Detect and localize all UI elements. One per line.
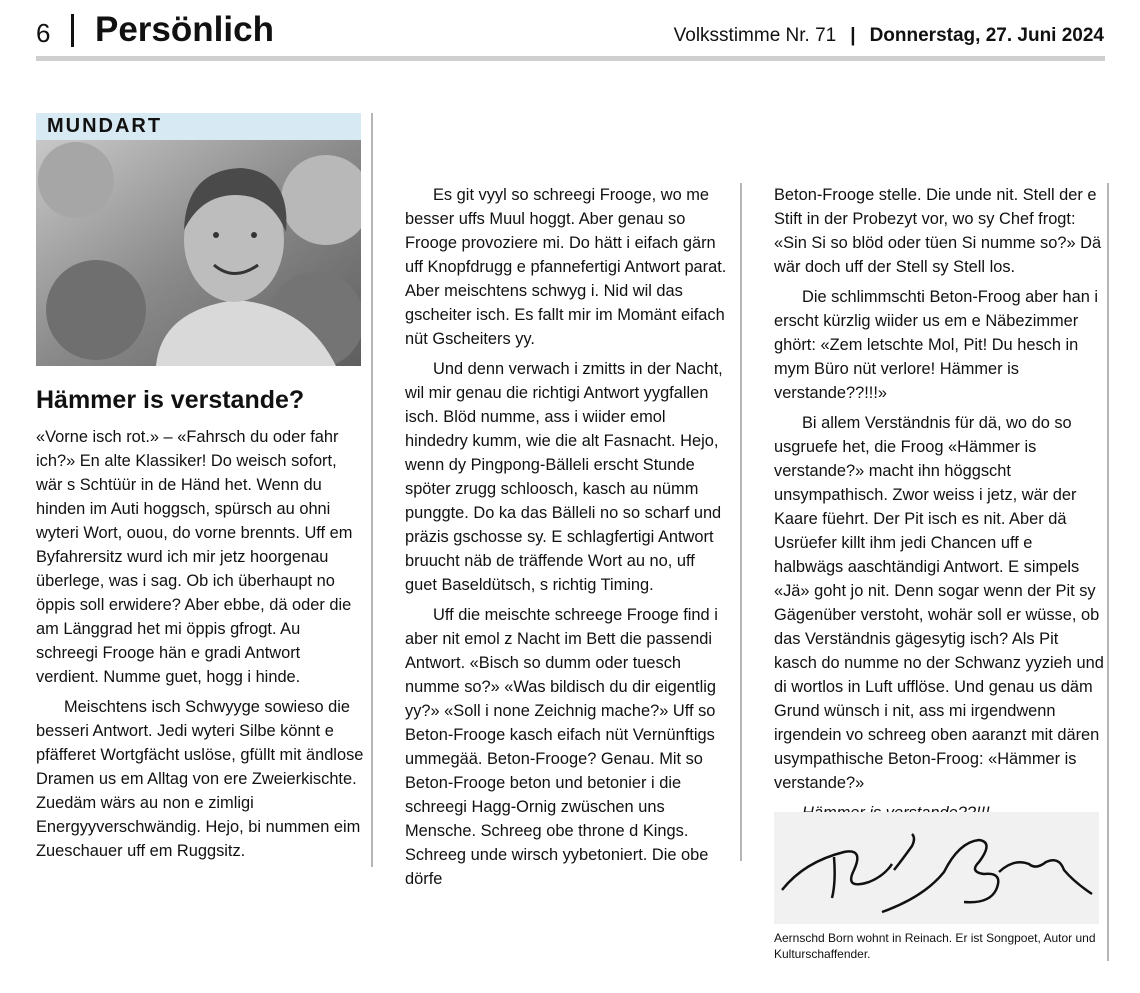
issue-date: Donnerstag, 27. Juni 2024 bbox=[869, 25, 1104, 46]
issue-separator: | bbox=[850, 25, 856, 46]
section-title: Persönlich bbox=[95, 10, 274, 49]
paragraph: «Vorne isch rot.» – «Fahrsch du oder fahr ich?» En alte Klassiker! Do weisch sofort, wär s Schtüür in de Händ het. Wenn du hinden im Auti hoggsch, spürsch au ohni wyteri Wort, ouou, do vorne brennts. Uff em Byfahrersitz wurd ich mir jetz hoorgenau überlege, was i sag. Ob ich überhaupt no öppis soll erwidere? Aber ebbe, dä oder die am Länggrad het mi öppis gfrogt. Au schreegi Frooge hän e gradi Antwort verdient. Numme guet, hogg i hinde. bbox=[36, 428, 353, 686]
paragraph: Beton-Frooge stelle. Die unde nit. Stell der e Stift in der Probezyt vor, wo sy Chef frogt: «Sin Si so blöd oder tüen Si numme so?» Dä wär doch uff der Stell sy Stell los. bbox=[774, 186, 1102, 276]
article-headline: Hämmer is verstande? bbox=[36, 386, 305, 414]
page-number: 6 bbox=[36, 18, 51, 48]
signature-image bbox=[774, 812, 1099, 924]
paragraph: Bi allem Verständnis für dä, wo do so usgruefe het, die Froog «Hämmer is verstande?» macht ihn höggscht unsympathisch. Zwor weiss i jetz, wär der Kaare füehrt. Der Pit isch es nit. Aber dä Usrüefer killt ihm jedi Chancen uff e halbwägs aaschtändigi Antwort. E simpels «Jä» goht jo nit. Denn sogar wenn der Pit sy Gägenüber verstoht, wohär soll er wüsse, ob das Verständnis gägesytig isch? Als Pit kasch do numme no der Schwanz yyzieh und di wortlos in Luft ufflöse. Und genau us däm Grund wünsch i nit, ass mi irgendwenn irgendein vo schreeg oben aaranzt mit dären usympathische Beton-Froog: «Hämmer is verstande?» bbox=[774, 414, 1104, 792]
kicker-text: MUNDART bbox=[47, 115, 163, 137]
paragraph: Meischtens isch Schwyyge sowieso die besseri Antwort. Jedi wyteri Silbe könnt e pfäfferet Wortgfächt uslöse, gfüllt mit ändlose Dramen us em Alltag von ere Zweierkischte. Zuedäm wärs au non e zimligi Energyyverschwändig. Hejo, bi nummen eim Zueschauer uff em Ruggsitz. bbox=[36, 698, 364, 860]
column-rule bbox=[371, 113, 373, 867]
issue-info bbox=[674, 25, 1104, 47]
kicker-label bbox=[36, 113, 361, 140]
paragraph: Und denn verwach i zmitts in der Nacht, wil mir genau die richtigi Antwort yygfallen isch. Blöd numme, ass i wiider emol hindedry kumm, wie die alt Fasnacht. Hejo, wenn dy Pingpong-Bälleli erscht Stunde spöter zrugg schloosch, kasch au nümm punggte. Do ka das Bälleli no so scharf und präzis gschosse sy. E schlagfertigi Antwort bruucht näb de träffende Wort au no, uff guet Baseldütsch, s richtig Timing. bbox=[405, 360, 723, 594]
paragraph: Uff die meischte schreege Frooge find i aber nit emol z Nacht im Bett die passendi Antwort. «Bisch so dumm oder tuesch numme so?» «Was bildisch du dir eigentlig yy?» «Soll i none Zeichnig mache?» Uff so Beton-Frooge kasch eifach nüt Vernünftigs ummegää. Beton-Frooge? Genau. Mit so Beton-Frooge beton und betonier i die schreegi Hagg-Ornig zwüschen uns Mensche. Schreeg obe throne d Kings. Schreeg unde wirsch yybetoniert. Die obe dörfe bbox=[405, 606, 718, 888]
paragraph: Es git vyyl so schreegi Frooge, wo me besser uffs Muul hoggt. Aber genau so Frooge provoziere mi. Do hätt i eifach gärn uff Knopfdrugg e pfannefertigi Antwort parat. Aber meischtens schwyg i. Nid wil das gscheiter isch. Es fallt mir im Momänt eifach nüt Gscheiters yy. bbox=[405, 186, 727, 348]
header-divider bbox=[71, 14, 74, 47]
author-bio: Aernschd Born wohnt in Reinach. Er ist Songpoet, Autor und Kulturschaffender. bbox=[774, 931, 1096, 961]
column-rule bbox=[740, 183, 742, 861]
article-column-3 bbox=[774, 183, 1104, 831]
publication-name: Volksstimme Nr. 71 bbox=[673, 25, 837, 46]
article-column-1 bbox=[36, 425, 366, 869]
column-rule bbox=[1107, 183, 1109, 961]
article-column-2 bbox=[405, 183, 730, 897]
portrait-icon bbox=[36, 140, 361, 366]
author-portrait-photo bbox=[36, 140, 361, 366]
signature-icon bbox=[774, 812, 1099, 924]
header-rule bbox=[36, 56, 1105, 61]
paragraph: Die schlimmschti Beton-Froog aber han i erscht kürzlig wiider us em e Näbezimmer ghört: «Zem letschte Mol, Pit! Du hesch in mym Büro nüt verlore! Hämmer is verstande??!!!» bbox=[774, 288, 1099, 402]
